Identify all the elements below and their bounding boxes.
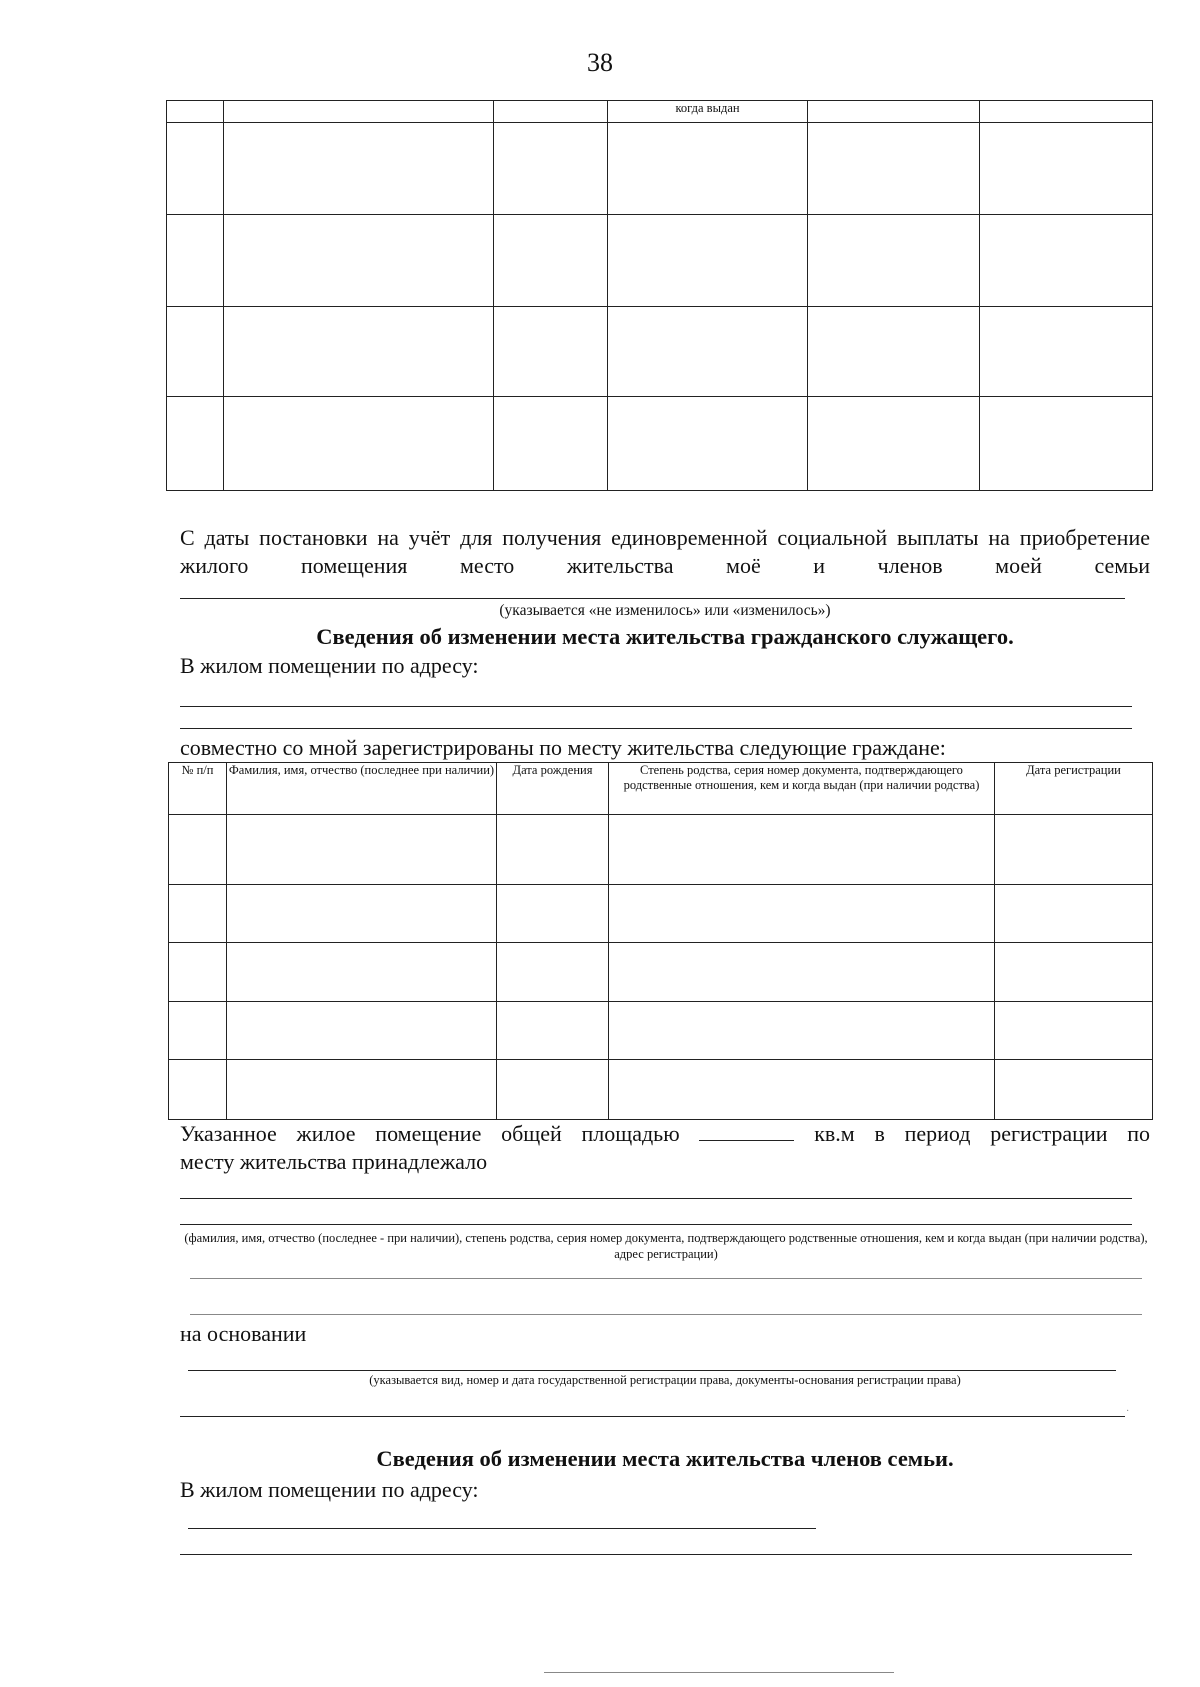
owner-hint: (фамилия, имя, отчество (последнее - при наличии), степень родства, серия номер документа, подтверждающего родственные отношения, кем и когда выдан (при наличии родства), адрес регистрации) — [184, 1231, 1148, 1261]
family-address-line-2 — [180, 1554, 1132, 1555]
owner-line-3 — [190, 1278, 1142, 1279]
table-row — [169, 943, 1153, 1002]
table-row — [169, 1060, 1153, 1120]
owner-line-4 — [190, 1314, 1142, 1315]
footer-rule — [544, 1672, 894, 1673]
table-header-row — [169, 763, 1153, 815]
header-registration-date: Дата регистрации — [995, 763, 1153, 815]
top-table — [166, 100, 1153, 491]
header-relationship: Степень родства, серия номер документа, подтверждающего родственные отношения, кем и когда выдан (при наличии родства) — [609, 763, 995, 815]
address-line-1 — [180, 706, 1132, 707]
area-text-1: Указанное жилое помещение общей площадью — [180, 1121, 680, 1146]
table-row — [169, 815, 1153, 885]
residents-table — [168, 762, 1153, 1120]
header-full-name: Фамилия, имя, отчество (последнее при наличии) — [227, 763, 497, 815]
address-label-family: В жилом помещении по адресу: — [180, 1477, 479, 1502]
area-paragraph — [180, 1120, 1150, 1148]
header-birth-date: Дата рождения — [497, 763, 609, 815]
page-number: 38 — [587, 48, 613, 77]
family-address-line-1 — [188, 1528, 816, 1529]
address-label-employee: В жилом помещении по адресу: — [180, 653, 479, 678]
residence-paragraph: С даты постановки на учёт для получения единовременной социальной выплаты на приобретение жилого помещения место жительства моё и членов моей семьи — [180, 525, 1150, 578]
area-text-2: кв.м в период регистрации по — [814, 1121, 1151, 1146]
hint-changed: (указывается «не изменилось» или «изменилось») — [499, 602, 831, 619]
registered-label: совместно со мной зарегистрированы по месту жительства следующие граждане: — [180, 735, 946, 760]
residence-answer-line — [180, 598, 1125, 599]
table-row — [167, 397, 1153, 491]
table-row — [169, 885, 1153, 943]
header-fragment: когда выдан — [608, 101, 808, 123]
table-row — [167, 307, 1153, 397]
area-text-3: месту жительства принадлежало — [180, 1149, 488, 1174]
table-row — [169, 1002, 1153, 1060]
header-number: № п/п — [169, 763, 227, 815]
address-line-2 — [180, 728, 1132, 729]
section-heading-family: Сведения об изменении места жительства членов семьи. — [376, 1446, 954, 1471]
table-row — [167, 123, 1153, 215]
area-blank — [699, 1120, 794, 1141]
basis-line-2 — [180, 1416, 1125, 1417]
section-heading-employee: Сведения об изменении места жительства гражданского служащего. — [316, 624, 1014, 649]
table-header-row — [167, 101, 1153, 123]
table-row — [167, 215, 1153, 307]
basis-label: на основании — [180, 1321, 307, 1346]
stray-mark: · — [1126, 1406, 1130, 1417]
owner-line-1 — [180, 1198, 1132, 1199]
owner-line-2 — [180, 1224, 1132, 1225]
basis-line-1 — [188, 1370, 1116, 1371]
basis-hint: (указывается вид, номер и дата государственной регистрации права, документы-основания регистрации права) — [369, 1373, 961, 1387]
